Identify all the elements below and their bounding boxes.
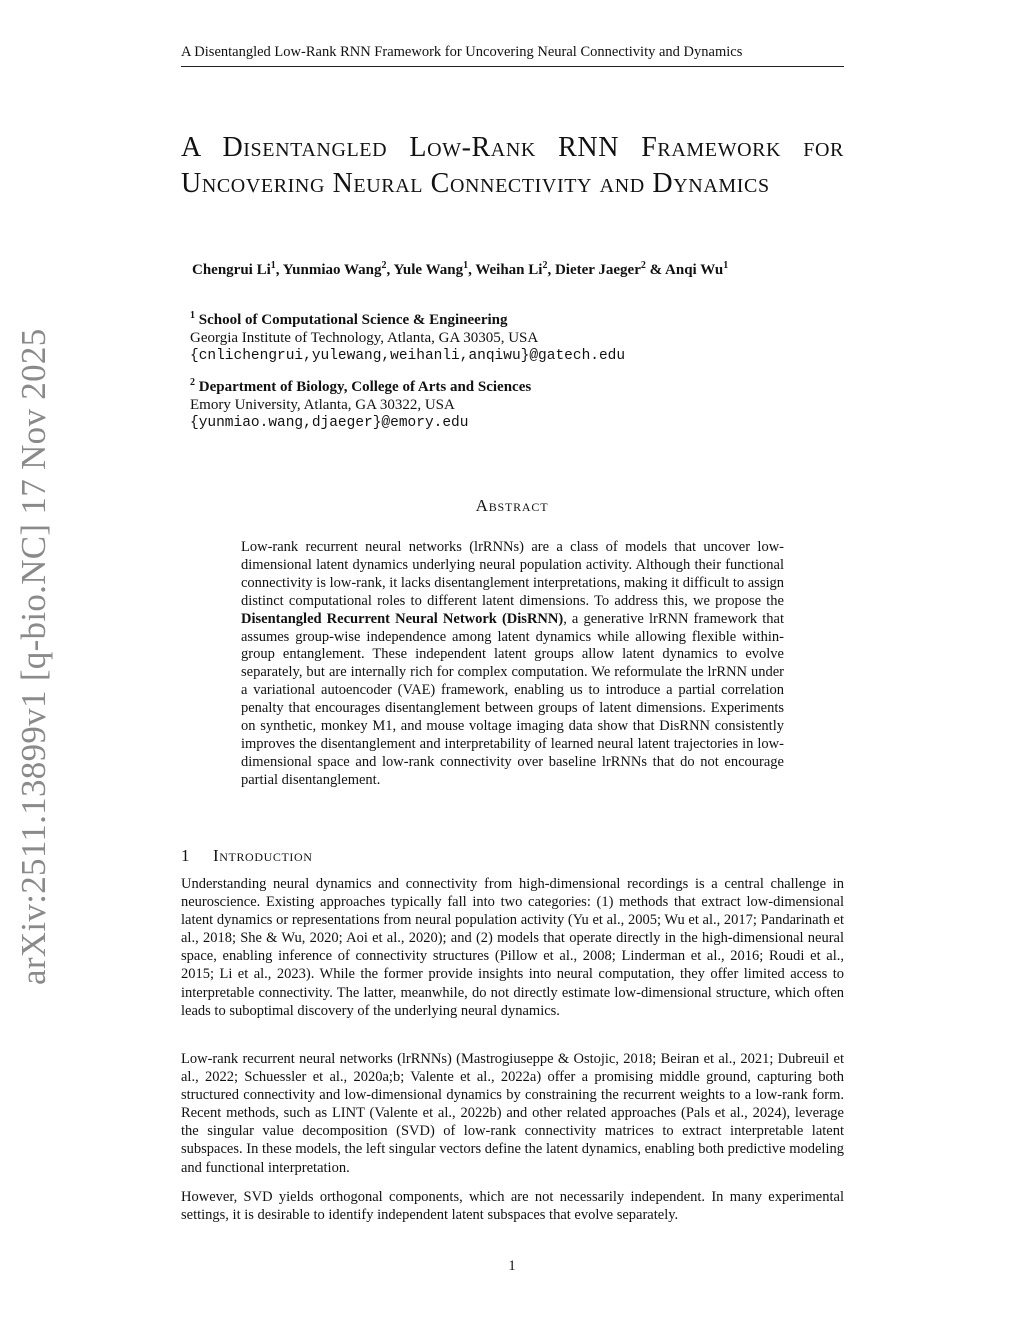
affiliation-department: School of Computational Science & Engineering (198, 312, 508, 328)
body-paragraph: Low-rank recurrent neural networks (lrRNNs) (Mastrogiuseppe & Ostojic, 2018; Beiran et al., 2021; Dubreuil et al., 2022; Schuessler et al., 2020a;b; Valente et al., 2022a) offer a promising middle ground, capturing both structured connectivity and low-dimensional dynamics by constraining the recurrent weights to a low-rank form. Recent methods, such as LINT (Valente et al., 2022b) and other related approaches (Pals et al., 2024), leverage the singular value decomposition (SVD) of low-rank connectivity matrices to extract interpretable latent subspaces. In these models, the left singular vectors define the latent dynamics, enabling both predictive modeling and functional interpretation. (181, 1051, 844, 1176)
affiliation-emails[interactable]: {yunmiao.wang,djaeger}@emory.edu (190, 415, 469, 431)
abstract-heading: Abstract (475, 496, 549, 515)
affiliation-institution: Georgia Institute of Technology, Atlanta, GA 30305, USA (190, 330, 539, 346)
running-header: A Disentangled Low-Rank RNN Framework for Uncovering Neural Connectivity and Dynamics (181, 44, 844, 67)
affiliation-institution: Emory University, Atlanta, GA 30322, USA (190, 397, 455, 413)
author: Anqi Wu$^1$ (665, 260, 729, 278)
body-paragraph: Understanding neural dynamics and connectivity from high-dimensional recordings is a central challenge in neuroscience. Existing approaches typically fall into two categories: (1) methods that extract low-dimensional latent dynamics or representations from neural population activity (Yu et al., 2005; Wu et al., 2017; Pandarinath et al., 2018; She & Wu, 2020; Aoi et al., 2020); and (2) models that operate directly in the high-dimensional neural space, enabling inference of connectivity structures (Pillow et al., 2008; Linderman et al., 2016; Roudi et al., 2015; Li et al., 2023). While the former provide insights into neural computation, they offer limited access to interpretable connectivity. The latter, meanwhile, do not directly estimate low-dimensional structure, which often leads to suboptimal discovery of the underlying neural dynamics. (181, 876, 844, 1019)
paper-title: A Disentangled Low-Rank RNN Framework for Uncovering Neural Connectivity and Dynamics (181, 132, 844, 199)
body-paragraph: However, SVD yields orthogonal components, which are not necessarily independent. In many experimental settings, it is desirable to identify independent latent subspaces that evolve separately. (181, 1189, 844, 1224)
method-name: Disentangled Recurrent Neural Network (DisRNN) (241, 610, 564, 627)
affiliation-department: Department of Biology, College of Arts and Sciences (198, 379, 532, 395)
author: Weihan Li$^2$, (475, 260, 555, 278)
page-number: 1 (508, 1258, 516, 1274)
section-heading-introduction: 1 Introduction (181, 846, 313, 865)
affiliation-2: $^2$ Department of Biology, College of Arts and Sciences Emory University, Atlanta, GA 30322, USA {yunmiao.wang,djaeger}@emory.edu (190, 374, 790, 432)
affiliation-emails[interactable]: {cnlichengrui,yulewang,weihanli,anqiwu}@gatech.edu (190, 348, 626, 364)
author: Yunmiao Wang$^2$, (282, 260, 394, 278)
affiliation-1: $^1$ School of Computational Science & Engineering Georgia Institute of Technology, Atlanta, GA 30305, USA {cnlichengrui,yulewang,weihanli,anqiwu}@gatech.edu (190, 307, 790, 365)
abstract-text: Low-rank recurrent neural networks (lrRNNs) are a class of models that uncover low-dimensional latent dynamics underlying neural population activity. Although their functional connectivity is low-rank, it lacks disentanglement interpretations, making it difficult to assign distinct computational roles to different latent dimensions. To address this, we propose the Disentangled Recurrent Neural Network (DisRNN), a generative lrRNN framework that assumes group-wise independence among latent dynamics while allowing flexible within-group entanglement. These independent latent groups allow latent dynamics to evolve separately, but are internally rich for complex computation. We reformulate the lrRNN under a variational autoencoder (VAE) framework, enabling us to introduce a partial correlation penalty that encourages disentanglement between groups of latent dimensions. Experiments on synthetic, monkey M1, and mouse voltage imaging data show that DisRNN consistently improves the disentanglement and interpretability of learned neural latent trajectories in low-dimensional space and low-rank connectivity over baseline lrRNNs that do not encourage partial disentanglement. (241, 539, 784, 788)
author: Chengrui Li$^1$, (192, 260, 283, 278)
author-list (192, 260, 844, 279)
author: Dieter Jaeger$^2$ & (554, 260, 666, 278)
author: Yule Wang$^1$, (393, 260, 476, 278)
arxiv-identifier-stamp[interactable]: arXiv:2511.13899v1 [q-bio.NC] 17 Nov 2025 (14, 328, 53, 985)
